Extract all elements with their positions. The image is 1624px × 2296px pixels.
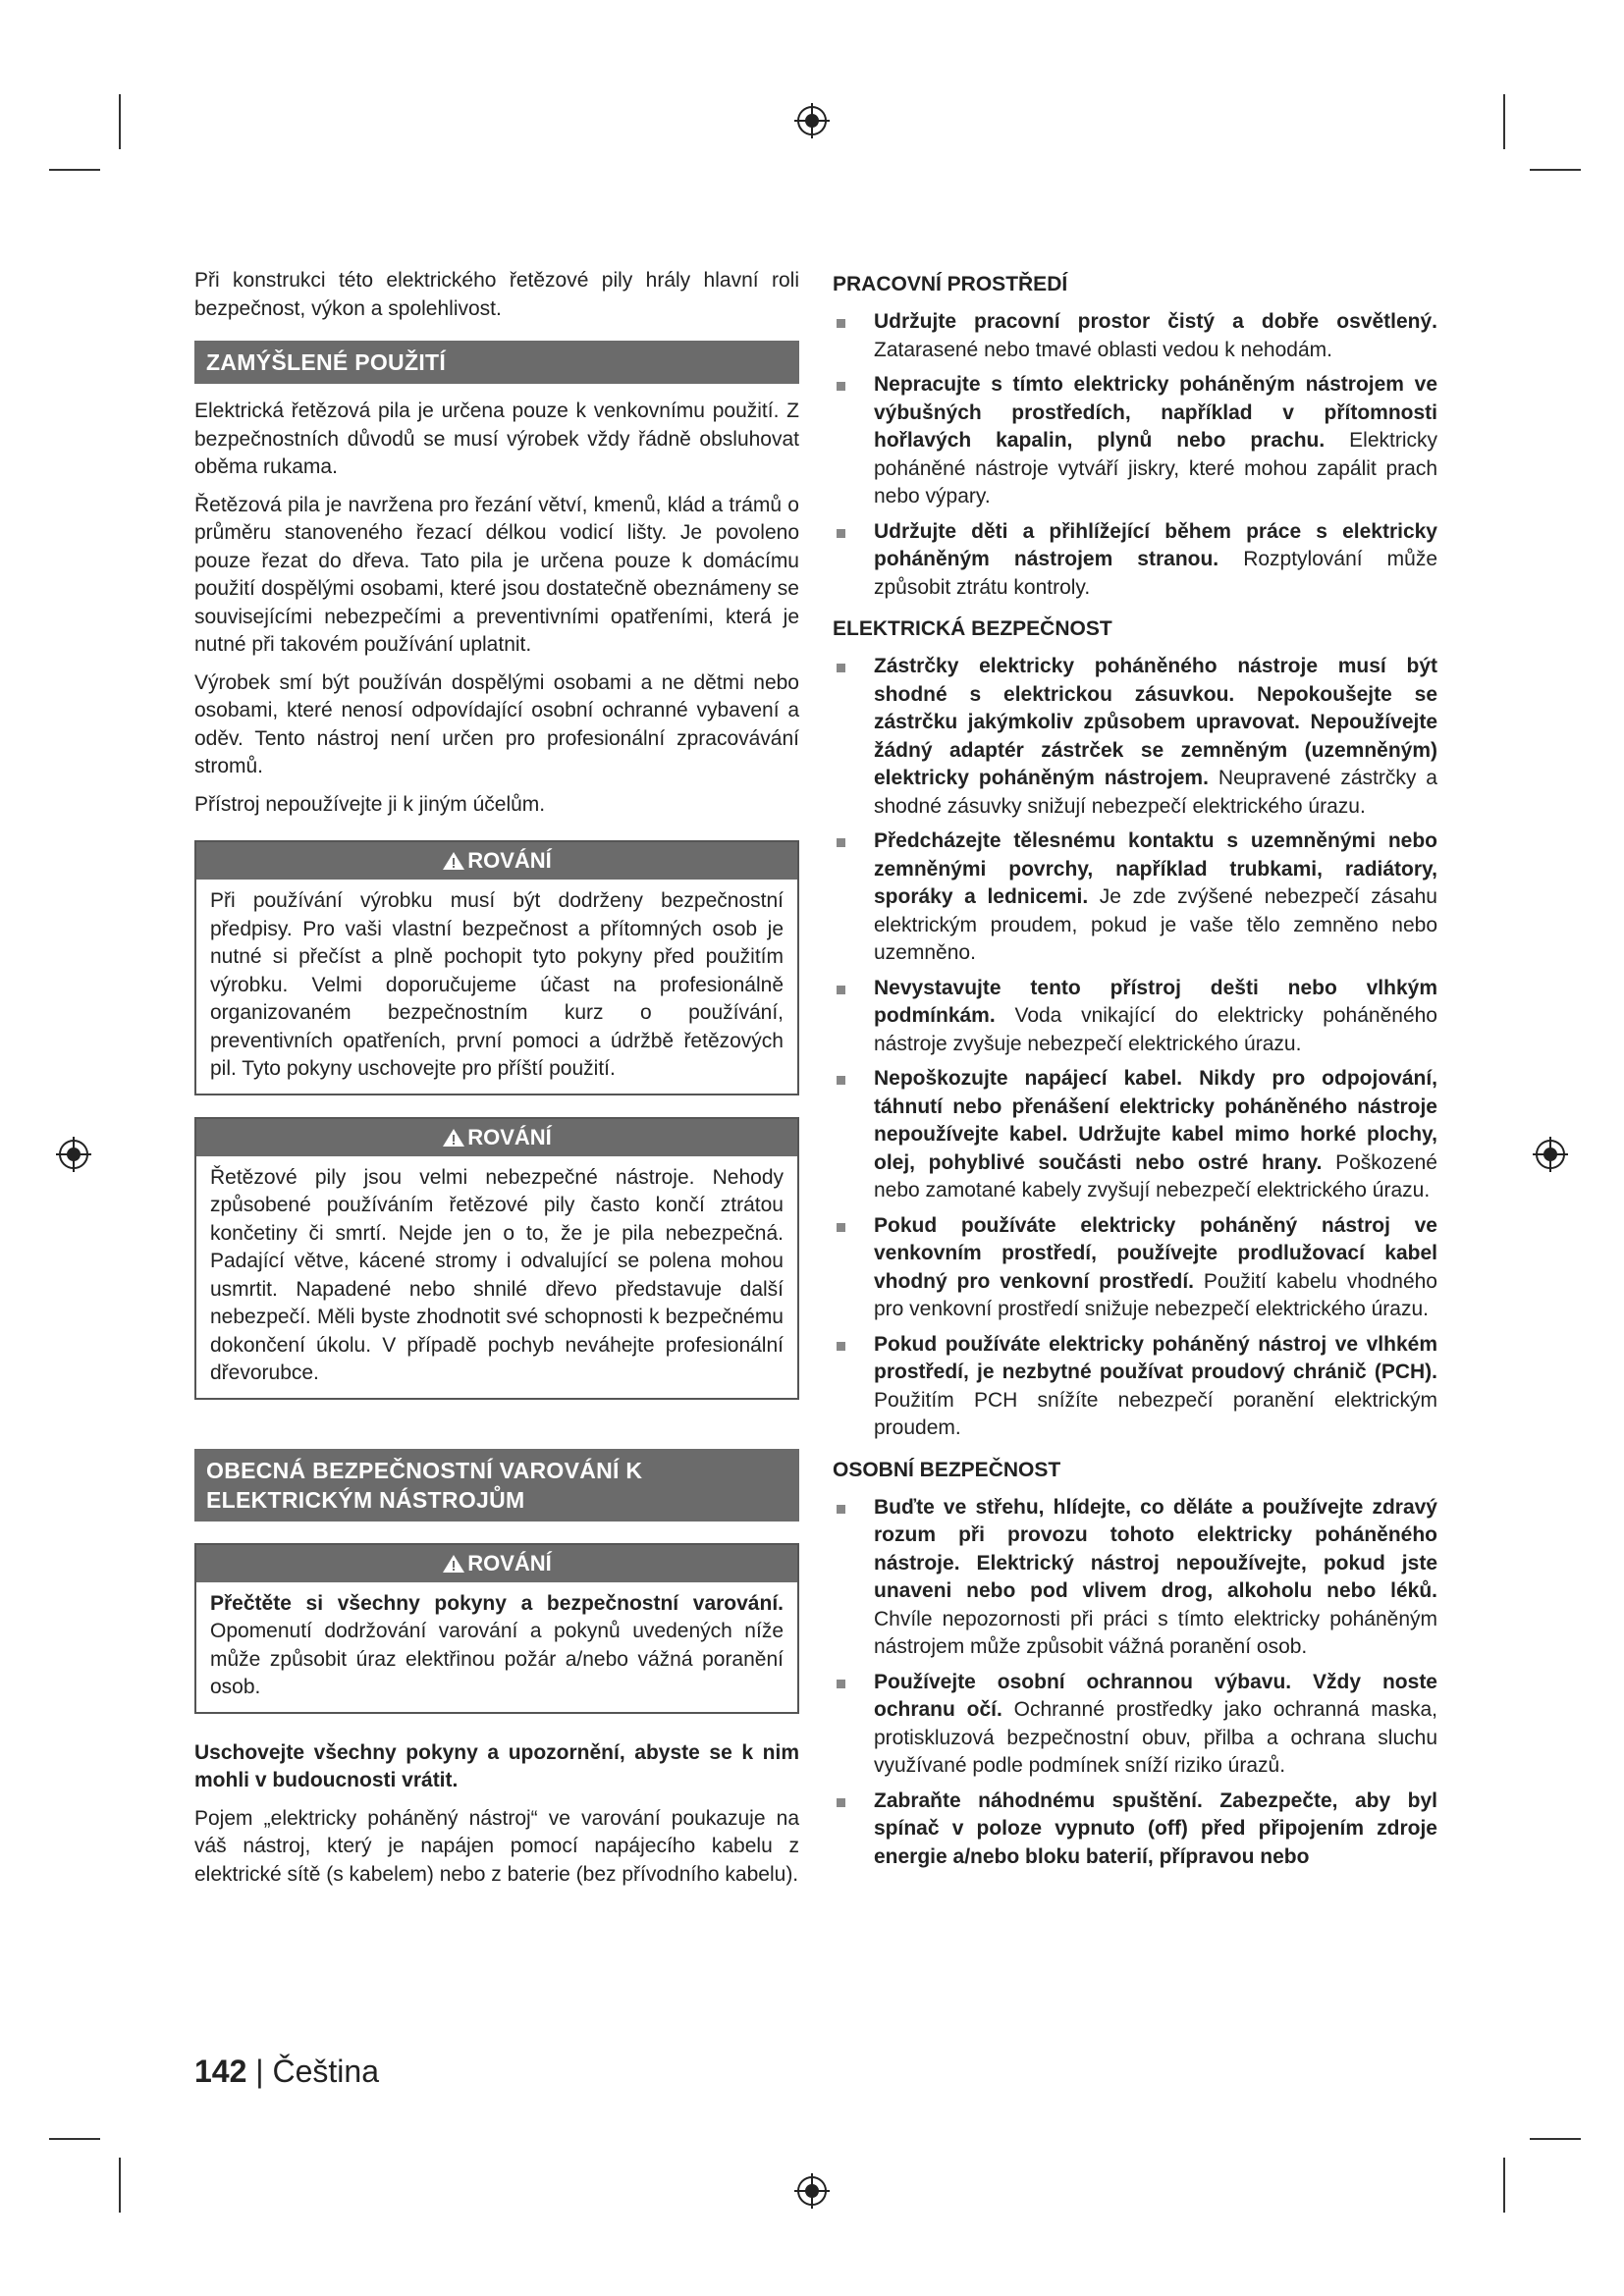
warning-text: Přečtěte si všechny pokyny a bezpečnostní varování. Opomenutí dodržování varování a pokynů uvedených níže může způsobit úraz elektřinou požár a/nebo vážná poranění osob. <box>210 1591 784 1698</box>
list-item: Pokud používáte elektricky poháněný nástroj ve vlhkém prostředí, je nezbytné používat proudový chránič (PCH). Použitím PCH snížíte nebezpečí poranění elektrickým proudem. <box>833 1331 1437 1443</box>
list-item: Zabraňte náhodnému spuštění. Zabezpečte, aby byl spínač v poloze vypnuto (off) před připojením zdroje energie a/nebo bloku baterií, přípravou nebo <box>833 1788 1437 1872</box>
page-footer <box>194 2054 379 2090</box>
warning-label: ROVÁNÍ <box>467 1550 552 1575</box>
work-area-list <box>833 308 1437 602</box>
crop-mark <box>1503 94 1505 149</box>
warning-label: ROVÁNÍ <box>467 1124 552 1149</box>
warning-label: ROVÁNÍ <box>467 848 552 873</box>
list-item: Udržujte děti a přihlížející během práce s elektricky poháněným nástrojem stranou. Rozptylování může způsobit ztrátu kontroly. <box>833 518 1437 603</box>
crop-mark <box>119 2158 121 2213</box>
list-item: Zástrčky elektricky poháněného nástroje musí být shodné s elektrickou zásuvkou. Nepokoušejte se zástrčku jakýmkoliv způsobem upravovat. Nepoužívejte žádný adaptér zástrček se zemněným (uzemněným) elektricky poháněným nástrojem. Neupravené zástrčky a shodné zásuvky snižují nebezpečí elektrického úrazu. <box>833 653 1437 821</box>
keep-instructions-note: Uschovejte všechny pokyny a upozornění, abyste se k nim mohli v budoucnosti vrátit. <box>194 1740 799 1791</box>
registration-mark-icon <box>54 1135 93 1174</box>
footer-language: Čeština <box>272 2054 379 2089</box>
intended-use-paragraph: Výrobek smí být používán dospělými osobami a ne dětmi nebo osobami, které nenosí odpovídající osobní ochranné vybavení a oděv. Tento nástroj není určen pro profesionální zpracovávání stromů. <box>194 670 799 777</box>
intended-use-paragraph: Přístroj nepoužívejte ji k jiným účelům. <box>194 792 546 816</box>
warning-header <box>196 1119 797 1156</box>
warning-header <box>196 1545 797 1582</box>
crop-mark <box>49 169 100 171</box>
registration-mark-icon <box>1531 1135 1570 1174</box>
crop-mark <box>1530 169 1581 171</box>
warning-box <box>194 1543 799 1714</box>
registration-mark-icon <box>792 101 832 140</box>
intended-use-heading: ZAMÝŠLENÉ POUŽITÍ <box>194 341 799 384</box>
work-area-heading: PRACOVNÍ PROSTŘEDÍ <box>833 273 1068 295</box>
warning-triangle-icon <box>442 1128 465 1148</box>
warning-box <box>194 840 799 1095</box>
list-item: Nevystavujte tento přístroj dešti nebo vlhkým podmínkám. Voda vnikající do elektricky poháněného nástroje zvyšuje nebezpečí elektrického úrazu. <box>833 975 1437 1059</box>
personal-safety-heading: OSOBNÍ BEZPEČNOST <box>833 1458 1061 1481</box>
crop-mark <box>119 94 121 149</box>
warning-triangle-icon <box>442 851 465 871</box>
list-item: Pokud používáte elektricky poháněný nástroj ve venkovním prostředí, používejte prodlužovací kabel vhodný pro venkovní prostředí. Použití kabelu vhodného pro venkovní prostředí snižuje nebezpečí elektrického úrazu. <box>833 1212 1437 1324</box>
warning-text: Řetězové pily jsou velmi nebezpečné nástroje. Nehody způsobené používáním řetězové pily často končí ztrátou končetiny či smrtí. Nejde jen o to, že je pila nebezpečná. Padající větve, kácené stromy i odvalující se polena mohou usmrtit. Napadené nebo shnilé dřevo představuje další nebezpečí. Měli byste zhodnotit své schopnosti k bezpečnému dokončení úkolu. V případě pochyb neváhejte profesionální dřevorubce. <box>210 1165 784 1384</box>
list-item: Používejte osobní ochrannou výbavu. Vždy noste ochranu očí. Ochranné prostředky jako ochranná maska, protiskluzová bezpečnostní obuv, přilba a ochrana sluchu využívané podle podmínek sníží riziko úrazů. <box>833 1669 1437 1781</box>
warning-triangle-icon <box>442 1554 465 1574</box>
intended-use-paragraph: Řetězová pila je navržena pro řezání větví, kmenů, klád a trámů o průměru stanoveného řezací délkou vodicí lišty. Je povoleno pouze řezat do dřeva. Tato pila je určena pouze k domácímu použití dospělými osobami, které jsou dostatečně obeznámeny se souvisejícími nebezpečími a preventivními opatřeními, která je nutné při takovém používání uplatnit. <box>194 493 799 656</box>
electrical-safety-heading: ELEKTRICKÁ BEZPEČNOST <box>833 617 1112 640</box>
intro-paragraph: Při konstrukci této elektrického řetězové pily hrály hlavní roli bezpečnost, výkon a spolehlivost. <box>194 269 799 320</box>
crop-mark <box>1503 2158 1505 2213</box>
general-safety-heading-line: ELEKTRICKÝM NÁSTROJŮM <box>206 1486 525 1513</box>
left-column <box>194 267 799 1898</box>
right-column <box>833 267 1437 1885</box>
registration-mark-icon <box>792 2171 832 2211</box>
list-item: Buďte ve střehu, hlídejte, co děláte a používejte zdravý rozum při provozu tohoto elektricky poháněného nástroje. Elektrický nástroj nepoužívejte, pokud jste unaveni nebo pod vlivem drog, alkoholu nebo léků. Chvíle nepozornosti při práci s tímto elektricky poháněným nástrojem může způsobit vážná poranění osob. <box>833 1494 1437 1662</box>
footer-separator: | <box>246 2054 273 2089</box>
list-item: Udržujte pracovní prostor čistý a dobře osvětlený. Zatarasené nebo tmavé oblasti vedou k nehodám. <box>833 308 1437 364</box>
electrical-safety-list <box>833 653 1437 1443</box>
crop-mark <box>49 2138 100 2140</box>
list-item: Nepracujte s tímto elektricky poháněným nástrojem ve výbušných prostředích, například v přítomnosti hořlavých kapalin, plynů nebo prachu. Elektricky poháněné nástroje vytváří jiskry, které mohou zapálit prach nebo výpary. <box>833 371 1437 511</box>
crop-mark <box>1530 2138 1581 2140</box>
warning-header <box>196 842 797 880</box>
general-safety-heading-line: OBECNÁ BEZPEČNOSTNÍ VAROVÁNÍ K <box>206 1457 643 1483</box>
list-item: Nepoškozujte napájecí kabel. Nikdy pro odpojování, táhnutí nebo přenášení elektricky poháněného nástroje nepoužívejte kabel. Udržujte kabel mimo horké plochy, olej, pohyblivé součásti nebo ostré hrany. Poškozené nebo zamotané kabely zvyšují nebezpečí elektrického úrazu. <box>833 1065 1437 1205</box>
page-number: 142 <box>194 2054 247 2089</box>
warning-text: Při používání výrobku musí být dodrženy bezpečnostní předpisy. Pro vaši vlastní bezpečnost a přítomných osob je nutné si přečíst a plně pochopit tyto pokyny před použitím výrobku. Velmi doporučujeme účast na profesionálně organizovaném bezpečnostním kurz o používání, preventivních opatřeních, první pomoci a údržbě řetězových pil. Tyto pokyny uschovejte pro příští použití. <box>210 889 784 1080</box>
intended-use-paragraph: Elektrická řetězová pila je určena pouze k venkovnímu použití. Z bezpečnostních důvodů se musí výrobek vždy řádně obsluhovat oběma rukama. <box>194 400 799 478</box>
term-definition: Pojem „elektricky poháněný nástroj“ ve varování poukazuje na váš nástroj, který je napájen pomocí napájecího kabelu z elektrické sítě (s kabelem) nebo z baterie (bez přívodního kabelu). <box>194 1806 799 1886</box>
warning-box <box>194 1117 799 1400</box>
personal-safety-list <box>833 1494 1437 1872</box>
general-safety-heading <box>194 1449 799 1522</box>
list-item: Předcházejte tělesnému kontaktu s uzemněnými nebo zemněnými povrchy, například trubkami, radiátory, sporáky a lednicemi. Je zde zvýšené nebezpečí zásahu elektrickým proudem, pokud je vaše tělo zemněno nebo uzemněno. <box>833 828 1437 968</box>
